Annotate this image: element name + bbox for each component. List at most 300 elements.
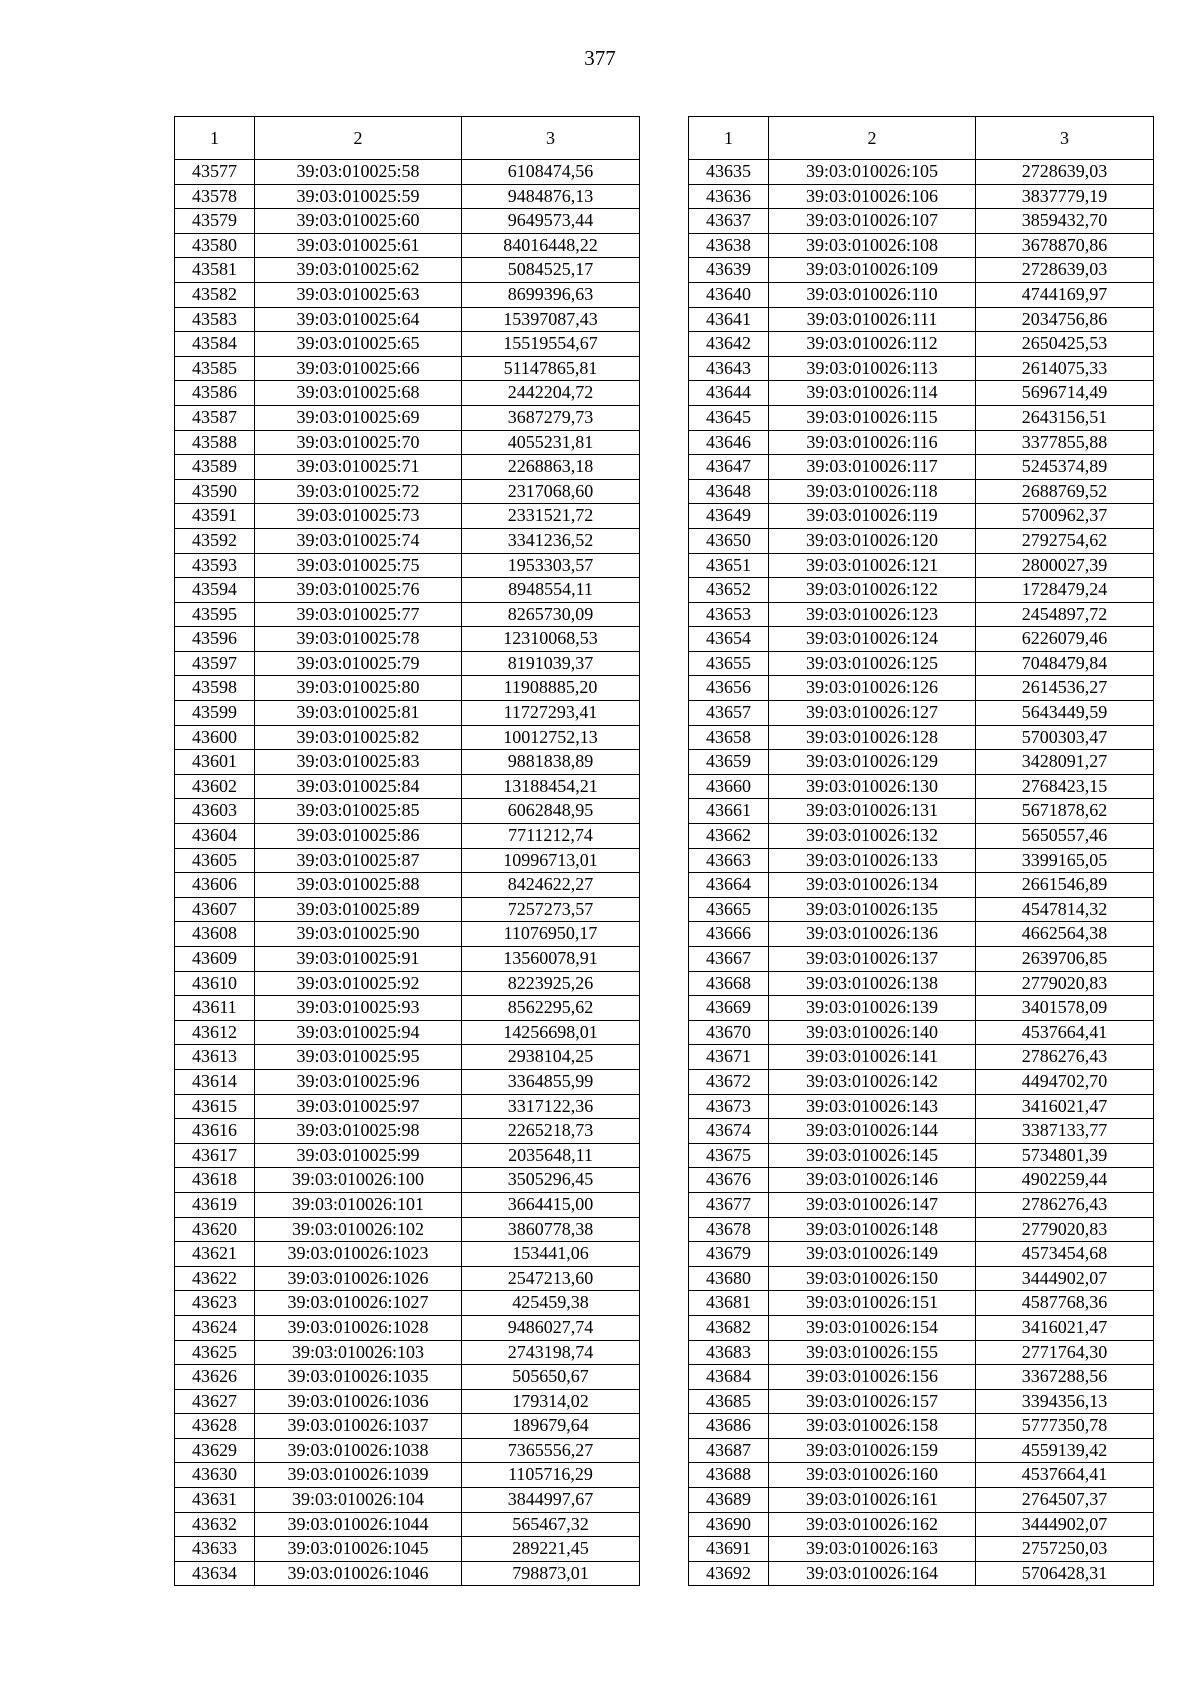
cadastral-number-cell: 39:03:010025:87 <box>255 848 462 873</box>
cadastral-number-cell: 39:03:010026:135 <box>769 897 976 922</box>
row-number-cell: 43596 <box>175 627 255 652</box>
table-row <box>175 1119 640 1144</box>
value-cell: 9484876,13 <box>462 184 640 209</box>
row-number-cell: 43682 <box>689 1315 769 1340</box>
cadastral-number-cell: 39:03:010026:138 <box>769 971 976 996</box>
cadastral-number-cell: 39:03:010025:94 <box>255 1020 462 1045</box>
cadastral-number-cell: 39:03:010025:89 <box>255 897 462 922</box>
value-cell: 5696714,49 <box>976 381 1154 406</box>
value-cell: 5643449,59 <box>976 701 1154 726</box>
table-row <box>175 1389 640 1414</box>
value-cell: 51147865,81 <box>462 356 640 381</box>
row-number-cell: 43603 <box>175 799 255 824</box>
value-cell: 2614075,33 <box>976 356 1154 381</box>
row-number-cell: 43622 <box>175 1266 255 1291</box>
cadastral-number-cell: 39:03:010026:117 <box>769 455 976 480</box>
table-row <box>175 479 640 504</box>
cadastral-number-cell: 39:03:010025:62 <box>255 258 462 283</box>
table-row <box>689 1119 1154 1144</box>
row-number-cell: 43589 <box>175 455 255 480</box>
table-row <box>689 1291 1154 1316</box>
table-row <box>175 1192 640 1217</box>
value-cell: 5777350,78 <box>976 1414 1154 1439</box>
value-cell: 1953303,57 <box>462 553 640 578</box>
row-number-cell: 43689 <box>689 1488 769 1513</box>
value-cell: 289221,45 <box>462 1537 640 1562</box>
row-number-cell: 43632 <box>175 1512 255 1537</box>
table-row <box>689 1365 1154 1390</box>
cadastral-number-cell: 39:03:010026:133 <box>769 848 976 873</box>
row-number-cell: 43642 <box>689 332 769 357</box>
table-row <box>175 1020 640 1045</box>
table-row <box>175 184 640 209</box>
table-row <box>689 1488 1154 1513</box>
table-row <box>689 922 1154 947</box>
cadastral-number-cell: 39:03:010026:143 <box>769 1094 976 1119</box>
cadastral-number-cell: 39:03:010025:60 <box>255 209 462 234</box>
value-cell: 2779020,83 <box>976 1217 1154 1242</box>
row-number-cell: 43663 <box>689 848 769 873</box>
row-number-cell: 43607 <box>175 897 255 922</box>
row-number-cell: 43641 <box>689 307 769 332</box>
value-cell: 2786276,43 <box>976 1045 1154 1070</box>
table-row <box>689 356 1154 381</box>
value-cell: 798873,01 <box>462 1561 640 1586</box>
row-number-cell: 43691 <box>689 1537 769 1562</box>
row-number-cell: 43582 <box>175 282 255 307</box>
row-number-cell: 43614 <box>175 1069 255 1094</box>
cadastral-number-cell: 39:03:010026:139 <box>769 996 976 1021</box>
table-row <box>689 282 1154 307</box>
header-row <box>689 117 1154 160</box>
cadastral-number-cell: 39:03:010025:82 <box>255 725 462 750</box>
row-number-cell: 43609 <box>175 947 255 972</box>
cadastral-number-cell: 39:03:010026:110 <box>769 282 976 307</box>
row-number-cell: 43660 <box>689 774 769 799</box>
row-number-cell: 43606 <box>175 873 255 898</box>
row-number-cell: 43624 <box>175 1315 255 1340</box>
table-row <box>689 184 1154 209</box>
table-row <box>175 1242 640 1267</box>
table-row <box>689 233 1154 258</box>
value-cell: 3678870,86 <box>976 233 1154 258</box>
value-cell: 2792754,62 <box>976 528 1154 553</box>
cadastral-number-cell: 39:03:010026:132 <box>769 824 976 849</box>
row-number-cell: 43601 <box>175 750 255 775</box>
value-cell: 5706428,31 <box>976 1561 1154 1586</box>
value-cell: 3377855,88 <box>976 430 1154 455</box>
table-row <box>175 1315 640 1340</box>
cadastral-number-cell: 39:03:010026:103 <box>255 1340 462 1365</box>
cadastral-number-cell: 39:03:010026:161 <box>769 1488 976 1513</box>
value-cell: 9881838,89 <box>462 750 640 775</box>
value-cell: 6062848,95 <box>462 799 640 824</box>
cadastral-number-cell: 39:03:010025:65 <box>255 332 462 357</box>
table-row <box>689 430 1154 455</box>
value-cell: 5700303,47 <box>976 725 1154 750</box>
row-number-cell: 43692 <box>689 1561 769 1586</box>
row-number-cell: 43665 <box>689 897 769 922</box>
table-row <box>689 405 1154 430</box>
table-row <box>175 922 640 947</box>
cadastral-number-cell: 39:03:010025:95 <box>255 1045 462 1070</box>
value-cell: 2639706,85 <box>976 947 1154 972</box>
cadastral-number-cell: 39:03:010025:72 <box>255 479 462 504</box>
value-cell: 4744169,97 <box>976 282 1154 307</box>
value-cell: 2547213,60 <box>462 1266 640 1291</box>
table-row <box>689 774 1154 799</box>
row-number-cell: 43620 <box>175 1217 255 1242</box>
value-cell: 8424622,27 <box>462 873 640 898</box>
value-cell: 7365556,27 <box>462 1438 640 1463</box>
row-number-cell: 43658 <box>689 725 769 750</box>
row-number-cell: 43639 <box>689 258 769 283</box>
table-row <box>175 405 640 430</box>
value-cell: 5245374,89 <box>976 455 1154 480</box>
value-cell: 1728479,24 <box>976 578 1154 603</box>
cadastral-number-cell: 39:03:010026:104 <box>255 1488 462 1513</box>
value-cell: 4662564,38 <box>976 922 1154 947</box>
value-cell: 8191039,37 <box>462 651 640 676</box>
value-cell: 11727293,41 <box>462 701 640 726</box>
cadastral-number-cell: 39:03:010025:64 <box>255 307 462 332</box>
table-row <box>175 1463 640 1488</box>
row-number-cell: 43590 <box>175 479 255 504</box>
table-row <box>175 971 640 996</box>
cadastral-number-cell: 39:03:010026:1026 <box>255 1266 462 1291</box>
cadastral-number-cell: 39:03:010026:141 <box>769 1045 976 1070</box>
cadastral-number-cell: 39:03:010026:129 <box>769 750 976 775</box>
row-number-cell: 43633 <box>175 1537 255 1562</box>
cadastral-number-cell: 39:03:010025:78 <box>255 627 462 652</box>
table-row <box>689 1094 1154 1119</box>
header-cell-1: 1 <box>689 117 769 160</box>
value-cell: 2757250,03 <box>976 1537 1154 1562</box>
cadastral-number-cell: 39:03:010026:1028 <box>255 1315 462 1340</box>
table-row <box>175 1561 640 1586</box>
table-row <box>689 258 1154 283</box>
table-row <box>175 430 640 455</box>
cadastral-number-cell: 39:03:010026:159 <box>769 1438 976 1463</box>
cadastral-number-cell: 39:03:010026:1035 <box>255 1365 462 1390</box>
value-cell: 3394356,13 <box>976 1389 1154 1414</box>
cadastral-number-cell: 39:03:010026:120 <box>769 528 976 553</box>
table-row <box>689 602 1154 627</box>
table-row <box>689 873 1154 898</box>
cadastral-number-cell: 39:03:010026:1027 <box>255 1291 462 1316</box>
value-cell: 9486027,74 <box>462 1315 640 1340</box>
cadastral-number-cell: 39:03:010026:105 <box>769 160 976 185</box>
cadastral-number-cell: 39:03:010025:99 <box>255 1143 462 1168</box>
value-cell: 11076950,17 <box>462 922 640 947</box>
cadastral-number-cell: 39:03:010025:84 <box>255 774 462 799</box>
row-number-cell: 43630 <box>175 1463 255 1488</box>
row-number-cell: 43638 <box>689 233 769 258</box>
row-number-cell: 43634 <box>175 1561 255 1586</box>
value-cell: 179314,02 <box>462 1389 640 1414</box>
cadastral-number-cell: 39:03:010026:121 <box>769 553 976 578</box>
table-row <box>175 504 640 529</box>
value-cell: 3444902,07 <box>976 1266 1154 1291</box>
value-cell: 3860778,38 <box>462 1217 640 1242</box>
cadastral-number-cell: 39:03:010025:70 <box>255 430 462 455</box>
cadastral-number-cell: 39:03:010026:145 <box>769 1143 976 1168</box>
row-number-cell: 43685 <box>689 1389 769 1414</box>
value-cell: 3364855,99 <box>462 1069 640 1094</box>
row-number-cell: 43666 <box>689 922 769 947</box>
row-number-cell: 43648 <box>689 479 769 504</box>
table-row <box>689 1389 1154 1414</box>
value-cell: 3401578,09 <box>976 996 1154 1021</box>
cadastral-number-cell: 39:03:010026:136 <box>769 922 976 947</box>
row-number-cell: 43619 <box>175 1192 255 1217</box>
row-number-cell: 43578 <box>175 184 255 209</box>
table-row <box>175 1045 640 1070</box>
cadastral-number-cell: 39:03:010026:1036 <box>255 1389 462 1414</box>
table-row <box>689 947 1154 972</box>
row-number-cell: 43679 <box>689 1242 769 1267</box>
row-number-cell: 43647 <box>689 455 769 480</box>
row-number-cell: 43608 <box>175 922 255 947</box>
table-row <box>689 332 1154 357</box>
value-cell: 13188454,21 <box>462 774 640 799</box>
value-cell: 3844997,67 <box>462 1488 640 1513</box>
cadastral-number-cell: 39:03:010026:148 <box>769 1217 976 1242</box>
cadastral-number-cell: 39:03:010026:106 <box>769 184 976 209</box>
table-row <box>175 676 640 701</box>
cadastral-number-cell: 39:03:010026:108 <box>769 233 976 258</box>
value-cell: 2800027,39 <box>976 553 1154 578</box>
cadastral-number-cell: 39:03:010026:158 <box>769 1414 976 1439</box>
row-number-cell: 43657 <box>689 701 769 726</box>
value-cell: 13560078,91 <box>462 947 640 972</box>
value-cell: 3367288,56 <box>976 1365 1154 1390</box>
row-number-cell: 43662 <box>689 824 769 849</box>
header-cell-1: 1 <box>175 117 255 160</box>
table-row <box>175 258 640 283</box>
cadastral-number-cell: 39:03:010025:92 <box>255 971 462 996</box>
cadastral-number-cell: 39:03:010025:74 <box>255 528 462 553</box>
value-cell: 4559139,42 <box>976 1438 1154 1463</box>
value-cell: 3664415,00 <box>462 1192 640 1217</box>
cadastral-number-cell: 39:03:010025:73 <box>255 504 462 529</box>
row-number-cell: 43616 <box>175 1119 255 1144</box>
cadastral-number-cell: 39:03:010026:100 <box>255 1168 462 1193</box>
cadastral-number-cell: 39:03:010026:114 <box>769 381 976 406</box>
table-row <box>689 750 1154 775</box>
value-cell: 2317068,60 <box>462 479 640 504</box>
value-cell: 3687279,73 <box>462 405 640 430</box>
table-row <box>175 897 640 922</box>
value-cell: 8223925,26 <box>462 971 640 996</box>
cadastral-number-cell: 39:03:010025:66 <box>255 356 462 381</box>
cadastral-number-cell: 39:03:010026:128 <box>769 725 976 750</box>
table-row <box>175 1438 640 1463</box>
table-row <box>175 528 640 553</box>
cadastral-number-cell: 39:03:010025:85 <box>255 799 462 824</box>
value-cell: 8562295,62 <box>462 996 640 1021</box>
table-row <box>175 307 640 332</box>
value-cell: 9649573,44 <box>462 209 640 234</box>
value-cell: 505650,67 <box>462 1365 640 1390</box>
cadastral-number-cell: 39:03:010026:154 <box>769 1315 976 1340</box>
row-number-cell: 43631 <box>175 1488 255 1513</box>
cadastral-number-cell: 39:03:010025:77 <box>255 602 462 627</box>
row-number-cell: 43678 <box>689 1217 769 1242</box>
row-number-cell: 43649 <box>689 504 769 529</box>
table-row <box>175 1488 640 1513</box>
table-row <box>175 824 640 849</box>
value-cell: 2728639,03 <box>976 160 1154 185</box>
cadastral-number-cell: 39:03:010026:160 <box>769 1463 976 1488</box>
value-cell: 1105716,29 <box>462 1463 640 1488</box>
table-row <box>175 1069 640 1094</box>
row-number-cell: 43640 <box>689 282 769 307</box>
value-cell: 8948554,11 <box>462 578 640 603</box>
row-number-cell: 43577 <box>175 160 255 185</box>
page-number: 377 <box>584 46 616 70</box>
row-number-cell: 43610 <box>175 971 255 996</box>
value-cell: 5734801,39 <box>976 1143 1154 1168</box>
table-row <box>689 824 1154 849</box>
cadastral-number-cell: 39:03:010025:59 <box>255 184 462 209</box>
table-row <box>689 897 1154 922</box>
row-number-cell: 43683 <box>689 1340 769 1365</box>
value-cell: 4537664,41 <box>976 1020 1154 1045</box>
table-row <box>689 1217 1154 1242</box>
table-row <box>175 160 640 185</box>
table-row <box>175 578 640 603</box>
table-row <box>175 602 640 627</box>
table-row <box>689 1266 1154 1291</box>
cadastral-number-cell: 39:03:010026:164 <box>769 1561 976 1586</box>
row-number-cell: 43604 <box>175 824 255 849</box>
value-cell: 4587768,36 <box>976 1291 1154 1316</box>
value-cell: 15519554,67 <box>462 332 640 357</box>
table-row <box>689 1414 1154 1439</box>
cadastral-number-cell: 39:03:010026:111 <box>769 307 976 332</box>
cadastral-number-cell: 39:03:010026:163 <box>769 1537 976 1562</box>
cadastral-number-cell: 39:03:010026:126 <box>769 676 976 701</box>
value-cell: 15397087,43 <box>462 307 640 332</box>
cadastral-number-cell: 39:03:010026:123 <box>769 602 976 627</box>
cadastral-number-cell: 39:03:010026:119 <box>769 504 976 529</box>
table-row <box>689 307 1154 332</box>
cadastral-number-cell: 39:03:010026:131 <box>769 799 976 824</box>
row-number-cell: 43613 <box>175 1045 255 1070</box>
cadastral-number-cell: 39:03:010025:97 <box>255 1094 462 1119</box>
header-cell-2: 2 <box>255 117 462 160</box>
cadastral-number-cell: 39:03:010026:109 <box>769 258 976 283</box>
row-number-cell: 43644 <box>689 381 769 406</box>
row-number-cell: 43593 <box>175 553 255 578</box>
value-cell: 10996713,01 <box>462 848 640 873</box>
row-number-cell: 43643 <box>689 356 769 381</box>
table-row <box>175 701 640 726</box>
cadastral-number-cell: 39:03:010026:112 <box>769 332 976 357</box>
cadastral-number-cell: 39:03:010025:83 <box>255 750 462 775</box>
row-number-cell: 43668 <box>689 971 769 996</box>
table-row <box>689 1512 1154 1537</box>
value-cell: 2650425,53 <box>976 332 1154 357</box>
table-row <box>175 282 640 307</box>
table-row <box>689 479 1154 504</box>
row-number-cell: 43677 <box>689 1192 769 1217</box>
row-number-cell: 43621 <box>175 1242 255 1267</box>
value-cell: 189679,64 <box>462 1414 640 1439</box>
row-number-cell: 43667 <box>689 947 769 972</box>
row-number-cell: 43659 <box>689 750 769 775</box>
row-number-cell: 43587 <box>175 405 255 430</box>
row-number-cell: 43673 <box>689 1094 769 1119</box>
table-row <box>175 553 640 578</box>
cadastral-number-cell: 39:03:010026:150 <box>769 1266 976 1291</box>
value-cell: 8265730,09 <box>462 602 640 627</box>
row-number-cell: 43680 <box>689 1266 769 1291</box>
value-cell: 3859432,70 <box>976 209 1154 234</box>
table-row <box>689 504 1154 529</box>
value-cell: 3341236,52 <box>462 528 640 553</box>
cadastral-number-cell: 39:03:010026:1038 <box>255 1438 462 1463</box>
cadastral-number-cell: 39:03:010026:140 <box>769 1020 976 1045</box>
table-row <box>175 1340 640 1365</box>
value-cell: 4902259,44 <box>976 1168 1154 1193</box>
row-number-cell: 43585 <box>175 356 255 381</box>
right-table <box>688 116 1154 1586</box>
table-row <box>689 578 1154 603</box>
cadastral-number-cell: 39:03:010026:155 <box>769 1340 976 1365</box>
cadastral-number-cell: 39:03:010025:76 <box>255 578 462 603</box>
cadastral-number-cell: 39:03:010026:157 <box>769 1389 976 1414</box>
value-cell: 2768423,15 <box>976 774 1154 799</box>
value-cell: 2331521,72 <box>462 504 640 529</box>
row-number-cell: 43591 <box>175 504 255 529</box>
row-number-cell: 43637 <box>689 209 769 234</box>
value-cell: 3399165,05 <box>976 848 1154 873</box>
cadastral-number-cell: 39:03:010025:68 <box>255 381 462 406</box>
row-number-cell: 43623 <box>175 1291 255 1316</box>
row-number-cell: 43625 <box>175 1340 255 1365</box>
cadastral-number-cell: 39:03:010026:115 <box>769 405 976 430</box>
table-row <box>175 1537 640 1562</box>
row-number-cell: 43615 <box>175 1094 255 1119</box>
header-cell-3: 3 <box>976 117 1154 160</box>
table-row <box>689 627 1154 652</box>
row-number-cell: 43600 <box>175 725 255 750</box>
row-number-cell: 43672 <box>689 1069 769 1094</box>
row-number-cell: 43671 <box>689 1045 769 1070</box>
row-number-cell: 43688 <box>689 1463 769 1488</box>
value-cell: 2661546,89 <box>976 873 1154 898</box>
cadastral-number-cell: 39:03:010025:88 <box>255 873 462 898</box>
row-number-cell: 43598 <box>175 676 255 701</box>
cadastral-number-cell: 39:03:010026:149 <box>769 1242 976 1267</box>
cadastral-number-cell: 39:03:010026:1045 <box>255 1537 462 1562</box>
cadastral-number-cell: 39:03:010025:81 <box>255 701 462 726</box>
table-row <box>175 233 640 258</box>
table-row <box>175 725 640 750</box>
table-row <box>175 1365 640 1390</box>
table-row <box>689 725 1154 750</box>
table-row <box>175 1291 640 1316</box>
value-cell: 2743198,74 <box>462 1340 640 1365</box>
table-row <box>175 996 640 1021</box>
cadastral-number-cell: 39:03:010025:96 <box>255 1069 462 1094</box>
row-number-cell: 43686 <box>689 1414 769 1439</box>
cadastral-number-cell: 39:03:010025:93 <box>255 996 462 1021</box>
table-row <box>689 971 1154 996</box>
row-number-cell: 43674 <box>689 1119 769 1144</box>
